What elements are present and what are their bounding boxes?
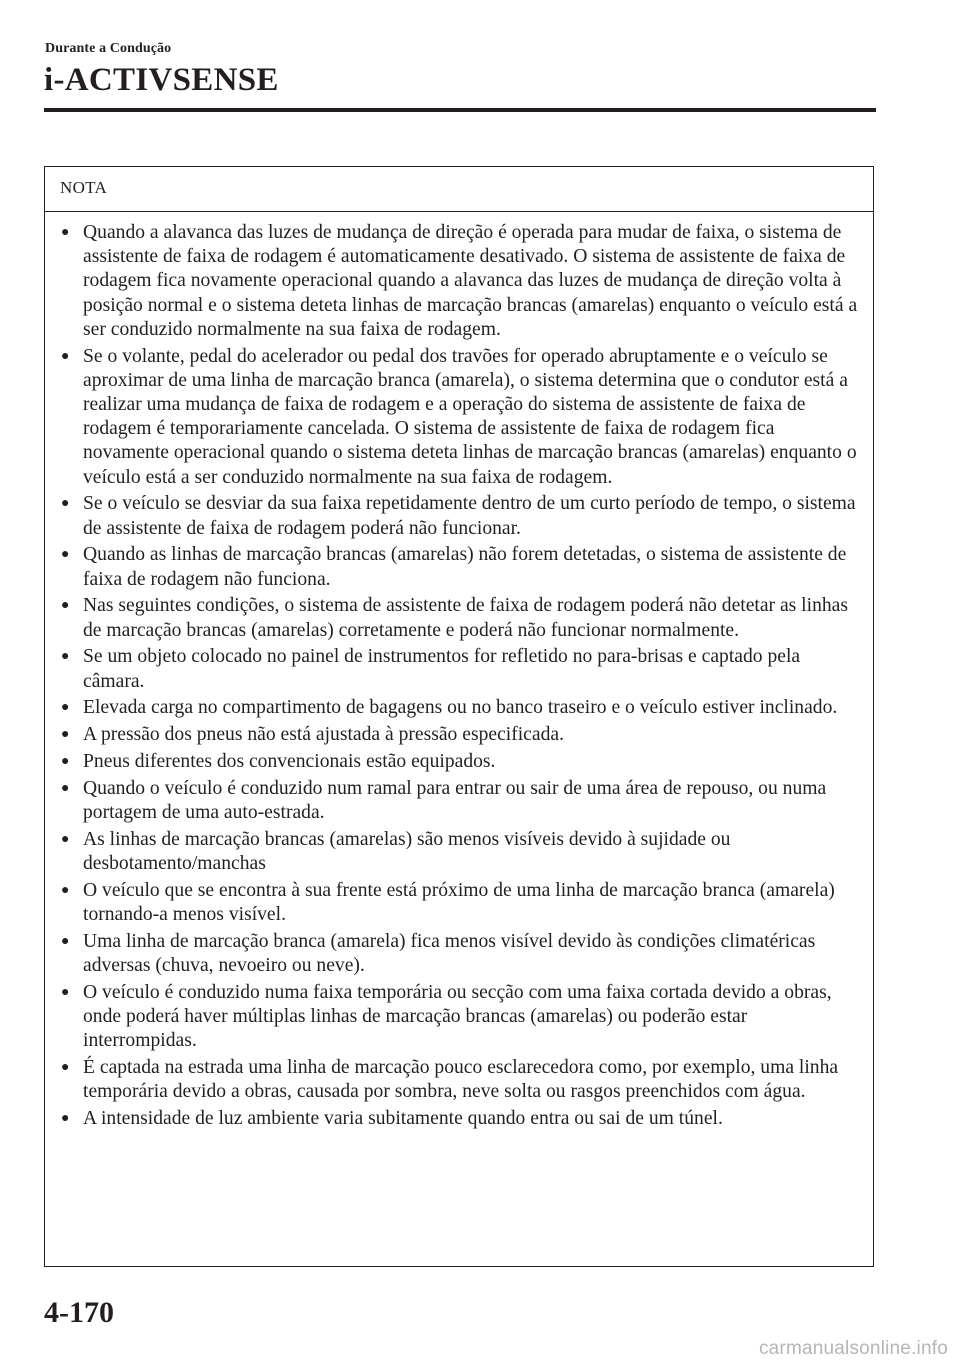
note-item-text: É captada na estrada uma linha de marcação pouco esclarecedora como, por exemplo, uma linha temporária devido a obras, causada por sombra, neve solta ou rasgos preenchidos com água. — [83, 1057, 839, 1103]
bullet-icon: ● — [61, 984, 70, 1000]
note-item — [59, 1107, 859, 1131]
note-item — [59, 594, 859, 642]
note-item-text: Se o volante, pedal do acelerador ou pedal dos travões for operado abruptamente e o veículo se aproximar de uma linha de marcação branca (amarela), o sistema determina que o condutor está a realizar uma mudança de faixa de rodagem e a operação do sistema de assistente de faixa de rodagem é temporariamente cancelada. O sistema de assistente de faixa de rodagem fica novamente operacional quando o sistema deteta linhas de marcação brancas (amarelas) enquanto o veículo está a ser conduzido normalmente na sua faixa de rodagem. — [83, 345, 857, 488]
note-item-text: A intensidade de luz ambiente varia subitamente quando entra ou sai de um túnel. — [83, 1108, 723, 1130]
note-item-text: O veículo é conduzido numa faixa temporária ou secção com uma faixa cortada devido a obras, onde poderá haver múltiplas linhas de marcação brancas (amarelas) ou poderão estar interrompidas. — [83, 981, 832, 1052]
bullet-icon: ● — [61, 1111, 70, 1127]
note-item — [59, 345, 859, 490]
note-item-text: Quando as linhas de marcação brancas (amarelas) não forem detetadas, o sistema de assistente de faixa de rodagem não funciona. — [83, 544, 847, 590]
bullet-icon: ● — [61, 754, 70, 770]
bullet-icon: ● — [61, 882, 70, 898]
bullet-icon: ● — [61, 225, 70, 240]
bullet-icon: ● — [61, 1060, 70, 1076]
page-title: i-ACTIVSENSE — [44, 62, 279, 98]
note-item-text: Nas seguintes condições, o sistema de assistente de faixa de rodagem poderá não detetar as linhas de marcação brancas (amarelas) corretamente e poderá não funcionar normalmente. — [83, 595, 848, 641]
note-item-text: Se o veículo se desviar da sua faixa repetidamente dentro de um curto período de tempo, o sistema de assistente de faixa de rodagem poderá não funcionar. — [83, 493, 856, 539]
note-item — [59, 696, 859, 720]
note-item — [59, 750, 859, 774]
note-item-text: Elevada carga no compartimento de bagagens ou no banco traseiro e o veículo estiver inclinado. — [83, 697, 838, 719]
bullet-icon: ● — [61, 649, 70, 665]
note-item — [59, 723, 859, 747]
bullet-icon: ● — [61, 496, 70, 512]
bullet-icon: ● — [61, 348, 70, 364]
watermark: carmanualsonline.info — [758, 1338, 948, 1359]
note-item-text: A pressão dos pneus não está ajustada à pressão especificada. — [83, 724, 564, 746]
note-item — [59, 543, 859, 591]
bullet-icon: ● — [61, 598, 70, 614]
bullet-icon: ● — [61, 727, 70, 743]
note-item — [59, 221, 859, 342]
note-item-text: As linhas de marcação brancas (amarelas) são menos visíveis devido à sujidade ou desbotamento/manchas — [83, 828, 731, 875]
note-item — [59, 1056, 859, 1104]
note-item-text: Quando a alavanca das luzes de mudança de direção é operada para mudar de faixa, o sistema de assistente de faixa de rodagem é automaticamente desativado. O sistema de assistente de faixa de rodagem fica novamente operacional quando a alavanca das luzes de mudança de direção volta à posição normal e o sistema deteta linhas de marcação brancas (amarelas) enquanto o veículo está a ser conduzido normalmente na sua faixa de rodagem. — [83, 222, 858, 340]
bullet-icon: ● — [61, 933, 70, 949]
note-item-text: Quando o veículo é conduzido num ramal para entrar ou sair de uma área de repouso, ou numa portagem de uma auto-estrada. — [83, 777, 827, 824]
note-item — [59, 930, 859, 978]
note-item — [59, 981, 859, 1054]
note-item-text: Pneus diferentes dos convencionais estão equipados. — [83, 751, 496, 773]
note-label: NOTA — [45, 167, 873, 212]
note-box — [44, 166, 874, 1267]
page-number: 4-170 — [44, 1296, 114, 1329]
bullet-icon: ● — [61, 547, 70, 563]
bullet-icon: ● — [61, 831, 70, 847]
note-item — [59, 879, 859, 927]
note-item-text: O veículo que se encontra à sua frente está próximo de uma linha de marcação branca (amarela) tornando-a menos visível. — [83, 879, 835, 926]
bullet-icon: ● — [61, 780, 70, 796]
note-item — [59, 492, 859, 540]
note-item-text: Uma linha de marcação branca (amarela) fica menos visível devido às condições climatéricas adversas (chuva, nevoeiro ou neve). — [83, 930, 816, 977]
note-item — [59, 777, 859, 825]
note-item — [59, 645, 859, 693]
title-divider — [44, 108, 876, 112]
note-list — [45, 212, 873, 1131]
note-item — [59, 828, 859, 876]
bullet-icon: ● — [61, 700, 70, 716]
section-heading: Durante a Condução — [45, 41, 172, 56]
note-item-text: Se um objeto colocado no painel de instrumentos for refletido no para-brisas e captado pela câmara. — [83, 646, 801, 692]
